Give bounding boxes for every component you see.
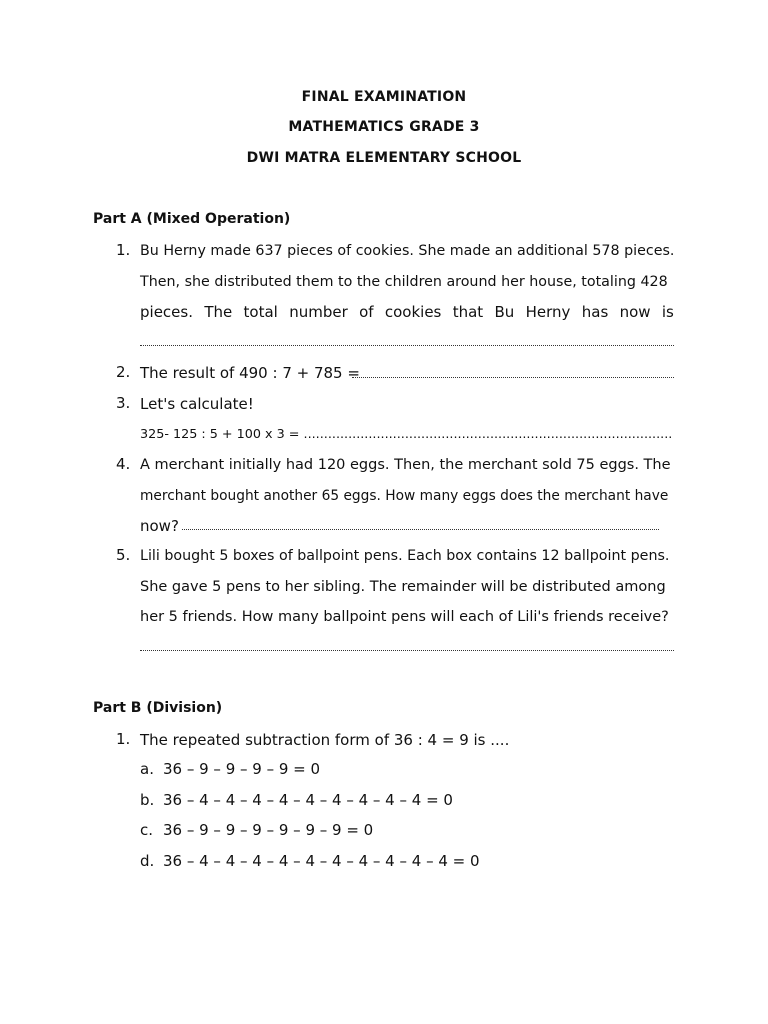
q1-word: now xyxy=(619,303,651,321)
q1-word: pieces. xyxy=(140,303,193,321)
q5-line-1: Lili bought 5 boxes of ballpoint pens. Each box contains 12 ballpoint pens. xyxy=(140,548,670,564)
q1-word: that xyxy=(452,303,484,321)
option-text: 36 – 9 – 9 – 9 – 9 – 9 – 9 = 0 xyxy=(163,821,374,839)
option-letter: b. xyxy=(140,791,155,809)
q4-line-1: A merchant initially had 120 eggs. Then, the merchant sold 75 eggs. The xyxy=(140,457,671,473)
q1-word: total xyxy=(243,303,278,321)
question-number: 1. xyxy=(116,730,131,748)
q1-line-3 xyxy=(140,302,674,322)
q5-line-2: She gave 5 pens to her sibling. The remainder will be distributed among xyxy=(140,579,666,595)
q1-line-2: Then, she distributed them to the children around her house, totaling 428 xyxy=(140,274,668,290)
q2-text: The result of 490 : 7 + 785 = xyxy=(140,364,360,382)
question-number: 4. xyxy=(116,455,131,473)
q4-answer-line xyxy=(182,527,659,530)
q1-word: is xyxy=(661,303,674,321)
q4-line-2: merchant bought another 65 eggs. How many eggs does the merchant have xyxy=(140,488,669,504)
option-text: 36 – 4 – 4 – 4 – 4 – 4 – 4 – 4 – 4 – 4 = 0 xyxy=(163,791,453,809)
part-a-title: Part A (Mixed Operation) xyxy=(93,211,291,227)
q1-line-1 xyxy=(140,241,674,261)
question-number: 1. xyxy=(116,241,131,259)
q1-word: Herny xyxy=(525,303,571,321)
exam-title: FINAL EXAMINATION xyxy=(301,89,467,105)
q1-line-1-text: Bu Herny made 637 pieces of cookies. She made an additional 578 pieces. xyxy=(140,243,675,259)
subject-title: MATHEMATICS GRADE 3 xyxy=(288,119,480,135)
q1-word: number xyxy=(289,303,348,321)
q1-word: Bu xyxy=(494,303,515,321)
q5-line-3: her 5 friends. How many ballpoint pens will each of Lili's friends receive? xyxy=(140,609,669,625)
option-letter: c. xyxy=(140,821,154,839)
question-number: 3. xyxy=(116,394,131,412)
part-b-title: Part B (Division) xyxy=(93,700,223,716)
option-text: 36 – 4 – 4 – 4 – 4 – 4 – 4 – 4 – 4 – 4 – 4 = 0 xyxy=(163,852,480,870)
q1-word: has xyxy=(581,303,609,321)
option-text: 36 – 9 – 9 – 9 – 9 = 0 xyxy=(163,760,321,778)
q4-line-3: now? xyxy=(140,517,179,535)
q3-line-2: 325- 125 : 5 + 100 x 3 = ........................................................................................... xyxy=(140,427,673,442)
option-letter: a. xyxy=(140,760,154,778)
q3-line-1: Let's calculate! xyxy=(140,395,254,413)
question-number: 5. xyxy=(116,546,131,564)
q1-word: The xyxy=(204,303,233,321)
q1-word: of xyxy=(359,303,374,321)
q1-word: cookies xyxy=(384,303,442,321)
option-letter: d. xyxy=(140,852,155,870)
q5-answer-line xyxy=(140,648,674,651)
q1-answer-line xyxy=(140,343,674,346)
q2-answer-line xyxy=(352,375,674,378)
school-name: DWI MATRA ELEMENTARY SCHOOL xyxy=(246,150,522,166)
b-q1-text: The repeated subtraction form of 36 : 4 = 9 is .... xyxy=(140,731,510,749)
question-number: 2. xyxy=(116,363,131,381)
